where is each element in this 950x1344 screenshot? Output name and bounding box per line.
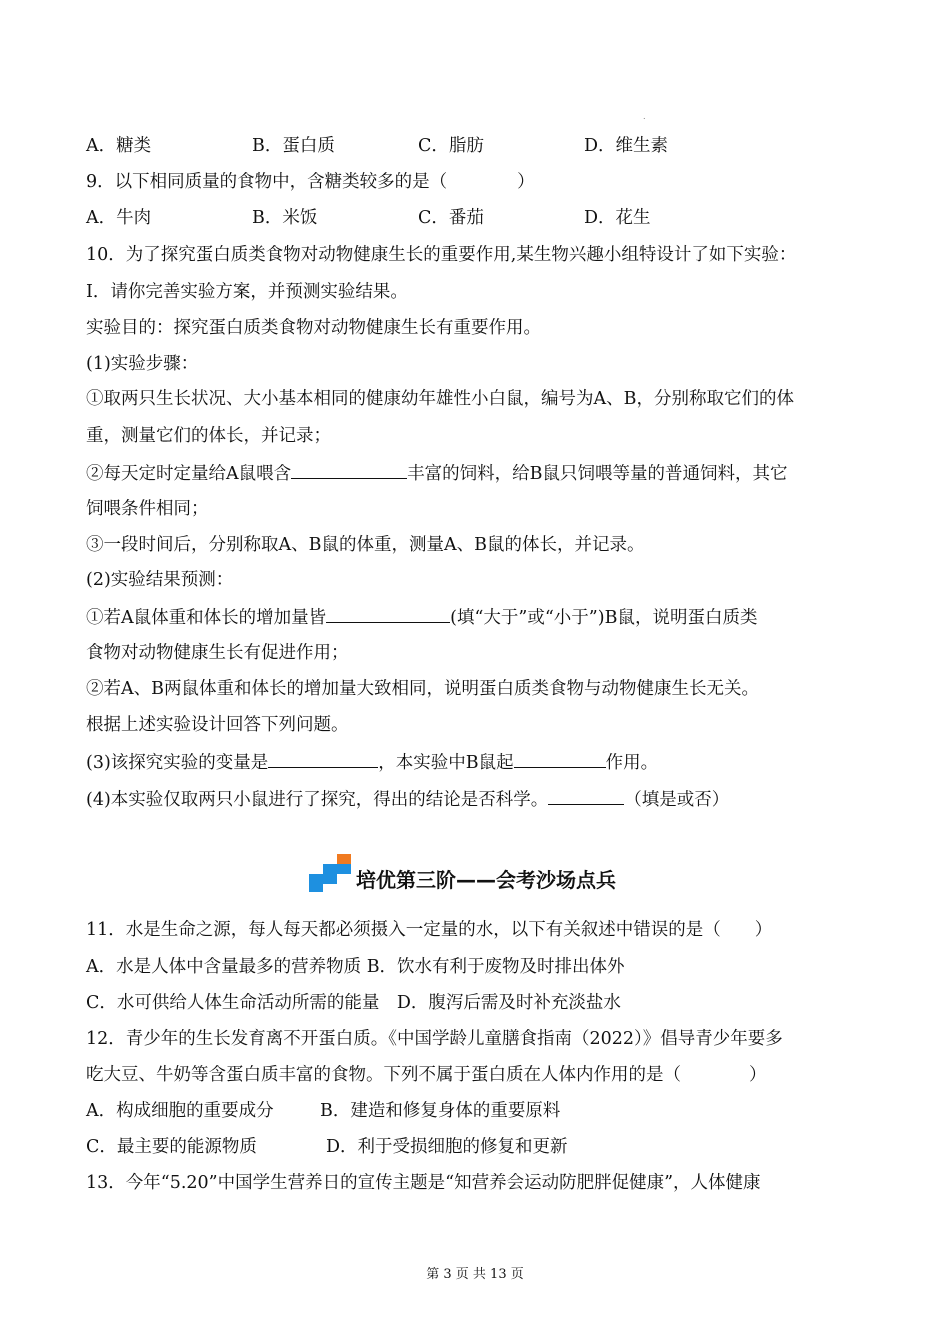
q12-stem-line2: 吃大豆、牛奶等含蛋白质丰富的食物。下列不属于蛋白质在人体内作用的是（ ） bbox=[86, 1065, 767, 1085]
q12-option-d: D．利于受损细胞的修复和更新 bbox=[326, 1137, 568, 1157]
q10-step2-line2: 饲喂条件相同； bbox=[86, 499, 209, 519]
q10-stem: 10．为了探究蛋白质类食物对动物健康生长的重要作用,某生物兴趣小组特设计了如下实验： bbox=[86, 245, 797, 265]
q10-step1-line1: ①取两只生长状况、大小基本相同的健康幼年雄性小白鼠，编号为A、B，分别称取它们的体 bbox=[86, 389, 794, 409]
q12-option-c: C．最主要的能源物质 bbox=[86, 1137, 257, 1157]
q10-pred1-line2: 食物对动物健康生长有促进作用； bbox=[86, 643, 349, 663]
q9-option-d: D．花生 bbox=[584, 208, 651, 228]
q12-stem-line1: 12．青少年的生长发育离不开蛋白质。《中国学龄儿童膳食指南（2022）》倡导青少年要多 bbox=[86, 1029, 783, 1049]
page-number: 第 3 页 共 13 页 bbox=[426, 1267, 524, 1282]
q8-options bbox=[86, 134, 866, 158]
answer-blank[interactable] bbox=[548, 786, 624, 805]
q13-stem: 13．今年“5.20”中国学生营养日的宣传主题是“知营养会运动防肥胖促健康”，人体健康 bbox=[86, 1173, 761, 1193]
q9-option-c: C．番茄 bbox=[418, 208, 484, 228]
q10-step1-line2: 重，测量它们的体长，并记录； bbox=[86, 426, 331, 446]
answer-blank[interactable] bbox=[291, 460, 407, 479]
q10-purpose: 实验目的：探究蛋白质类食物对动物健康生长有重要作用。 bbox=[86, 318, 541, 338]
q9-stem: 9．以下相同质量的食物中，含糖类较多的是（ ） bbox=[86, 172, 535, 192]
q10-pred1-line1: ①若A鼠体重和体长的增加量皆 (填“大于”或“小于”)B鼠，说明蛋白质类 bbox=[86, 604, 757, 630]
q9-option-a: A．牛肉 bbox=[86, 208, 152, 228]
q8-option-a: A．糖类 bbox=[86, 136, 152, 156]
q11-options-cd: C．水可供给人体生命活动所需的能量 D．腹泻后需及时补充淡盐水 bbox=[86, 993, 621, 1013]
answer-blank[interactable] bbox=[268, 749, 378, 768]
answer-blank[interactable] bbox=[326, 604, 450, 623]
section-title: 培优第三阶——会考沙场点兵 bbox=[356, 868, 616, 892]
q9-option-b: B．米饭 bbox=[252, 208, 318, 228]
q10-part1: Ⅰ．请你完善实验方案，并预测实验结果。 bbox=[86, 282, 408, 302]
q10-answer-intro: 根据上述实验设计回答下列问题。 bbox=[86, 715, 349, 735]
q8-option-c: C．脂肪 bbox=[418, 136, 484, 156]
q10-steps-title: (1)实验步骤： bbox=[86, 354, 199, 374]
q8-option-b: B．蛋白质 bbox=[252, 136, 335, 156]
section-logo-icon bbox=[307, 854, 355, 894]
q10-pred2: ②若A、B两鼠体重和体长的增加量大致相同，说明蛋白质类食物与动物健康生长无关。 bbox=[86, 679, 759, 699]
q9-options bbox=[86, 206, 866, 230]
q11-stem: 11．水是生命之源，每人每天都必须摄入一定量的水，以下有关叙述中错误的是（ ） bbox=[86, 920, 773, 940]
q10-question4: (4)本实验仅取两只小鼠进行了探究，得出的结论是否科学。 （填是或否） bbox=[86, 786, 729, 812]
q10-predict-title: (2)实验结果预测： bbox=[86, 570, 234, 590]
q12-options-ab bbox=[86, 1099, 866, 1123]
q12-option-b: B．建造和修复身体的重要原料 bbox=[320, 1101, 561, 1121]
q8-option-d: D．维生素 bbox=[584, 136, 669, 156]
answer-blank[interactable] bbox=[514, 749, 606, 768]
q10-step3: ③一段时间后，分别称取A、B鼠的体重，测量A、B鼠的体长，并记录。 bbox=[86, 535, 645, 555]
stray-mark: . bbox=[643, 112, 646, 121]
q12-options-cd bbox=[86, 1135, 866, 1159]
q12-option-a: A．构成细胞的重要成分 bbox=[86, 1101, 274, 1121]
q11-options-ab: A．水是人体中含量最多的营养物质 B．饮水有利于废物及时排出体外 bbox=[86, 957, 625, 977]
q10-step2-line1: ②每天定时定量给A鼠喂含 丰富的饲料，给B鼠只饲喂等量的普通饲料，其它 bbox=[86, 460, 788, 486]
q10-question3: (3)该探究实验的变量是 ，本实验中B鼠起 作用。 bbox=[86, 749, 658, 775]
